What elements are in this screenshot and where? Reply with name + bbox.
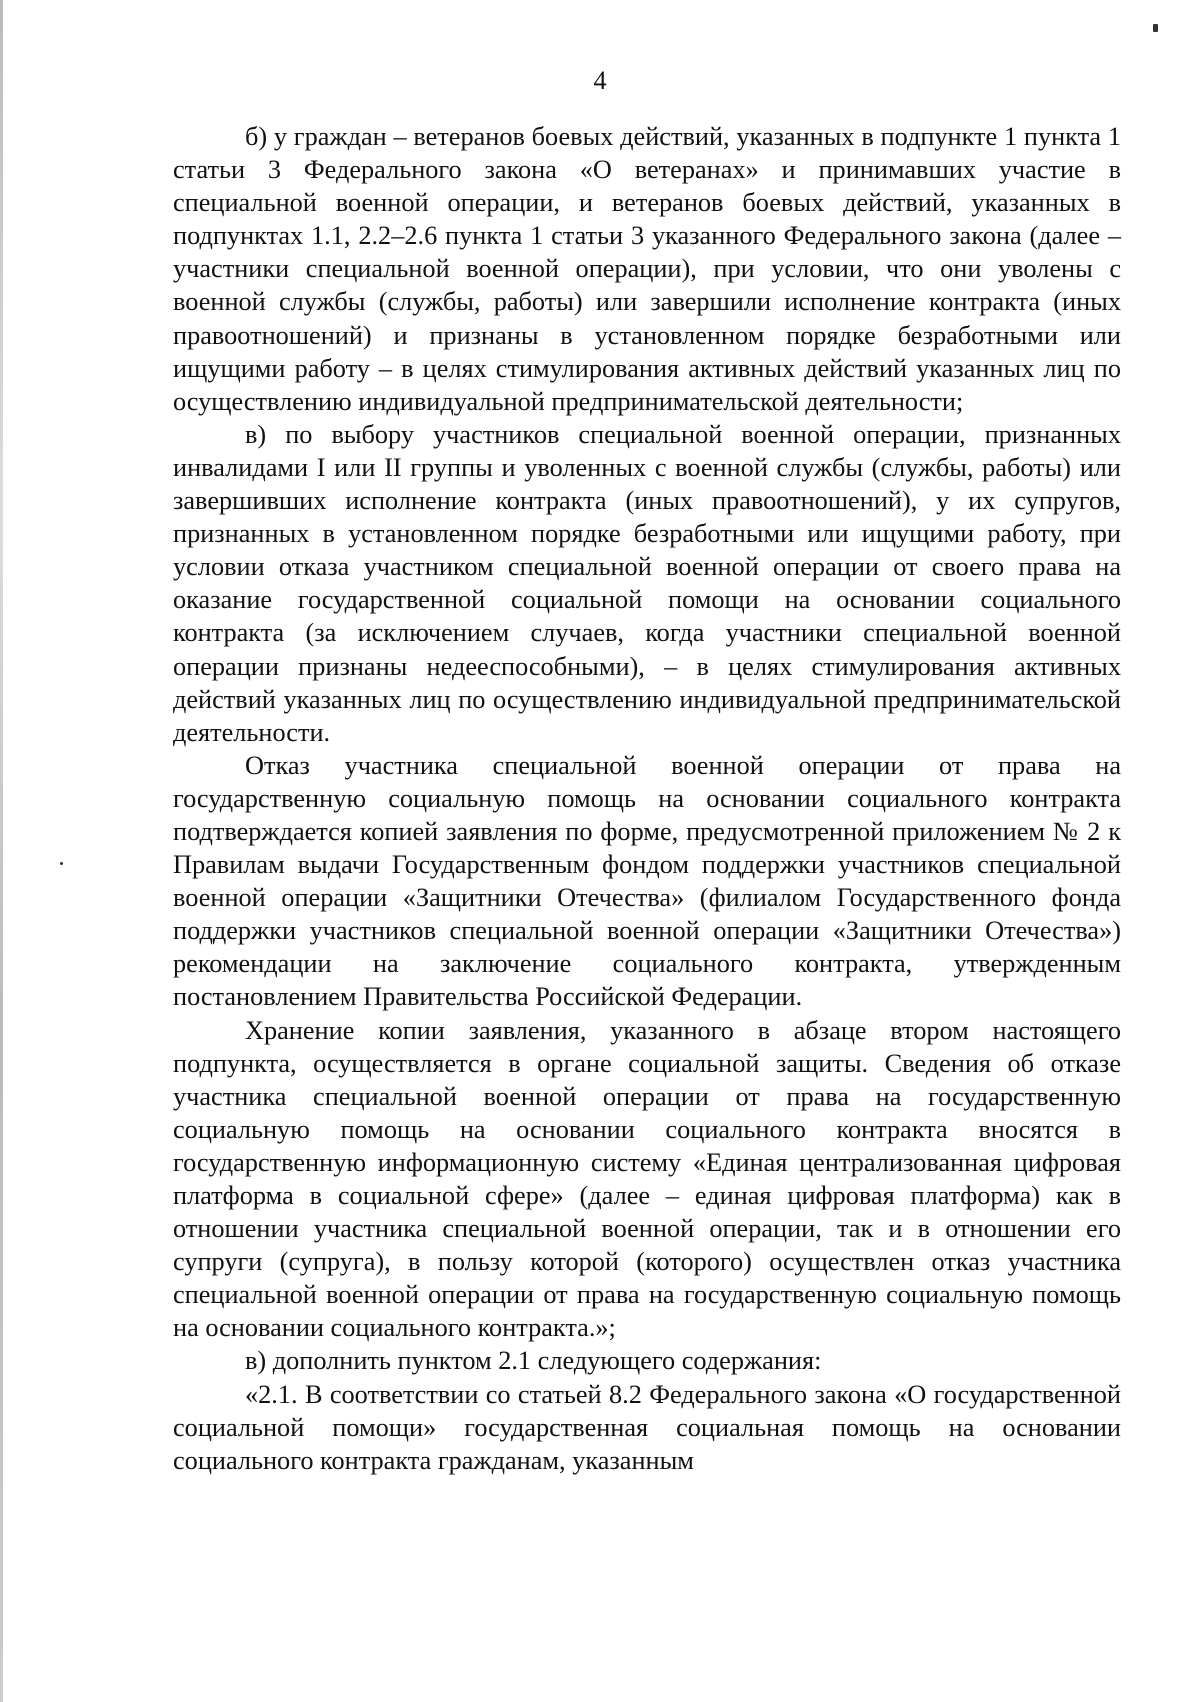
page-number: 4: [593, 66, 607, 95]
paragraph-storage-of-copy: Хранение копии заявления, указанного в абзаце втором настоящего подпункта, осуществляется в органе социальной защиты. Сведения об отказе участника специальной военной операции от права на государственную социальную помощь на основании социального контракта вносятся в государственную информационную систему «Единая централизованная цифровая платформа в социальной сфере» (далее – единая цифровая платформа) как в отношении участника специальной военной операции, так и в отношении его супруги (супруга), в пользу которой (которого) осуществлен отказ участника специальной военной операции от права на государственную социальную помощь на основании социального контракта.»;: [173, 1015, 1121, 1343]
paragraph-refusal-confirmation: Отказ участника специальной военной операции от права на государственную социальную помощь на основании социального контракта подтверждается копией заявления по форме, предусмотренной приложением № 2 к Правилам выдачи Государственным фондом поддержки участников специальной военной операции «Защитники Отечества» (филиалом Государственного фонда поддержки участников специальной военной операции «Защитники Отечества») рекомендации на заключение социального контракта, утвержденным постановлением Правительства Российской Федерации.: [173, 750, 1121, 1012]
paragraph-b-veterans: б) у граждан – ветеранов боевых действий, указанных в подпункте 1 пункта 1 статьи 3 Федерального закона «О ветеранах» и принимавших участие в специальной военной операции, и ветеранов боевых действий, указанных в подпунктах 1.1, 2.2–2.6 пункта 1 статьи 3 указанного Федерального закона (далее – участники специальной военной операции), при условии, что они уволены с военной службы (службы, работы) или завершили исполнение контракта (иных правоотношений) и признаны в установленном порядке безработными или ищущими работу – в целях стимулирования активных действий указанных лиц по осуществлению индивидуальной предпринимательской деятельности;: [173, 122, 1121, 416]
paragraph-add-clause-2-1: в) дополнить пунктом 2.1 следующего содержания:: [245, 1346, 822, 1376]
scan-speck: [60, 862, 63, 865]
paragraph-v-disabled-participants: в) по выбору участников специальной военной операции, признанных инвалидами I или II группы и уволенных с военной службы (службы, работы) или завершивших исполнение контракта (иных правоотношений), у их супругов, признанных в установленном порядке безработными или ищущими работу, при условии отказа участником специальной военной операции от своего права на оказание государственной социальной помощи на основании социального контракта (за исключением случаев, когда участники специальной военной операции признаны недееспособными), – в целях стимулирования активных действий указанных лиц по осуществлению индивидуальной предпринимательской деятельности.: [173, 419, 1121, 747]
document-body: [173, 120, 1121, 1477]
scan-speck: [1153, 24, 1158, 32]
paragraph-clause-2-1: «2.1. В соответствии со статьей 8.2 Федерального закона «О государственной социальной помощи» государственная социальная помощь на основании социального контракта гражданам, указанным: [173, 1379, 1121, 1475]
scan-edge-line: [0, 0, 3, 1702]
